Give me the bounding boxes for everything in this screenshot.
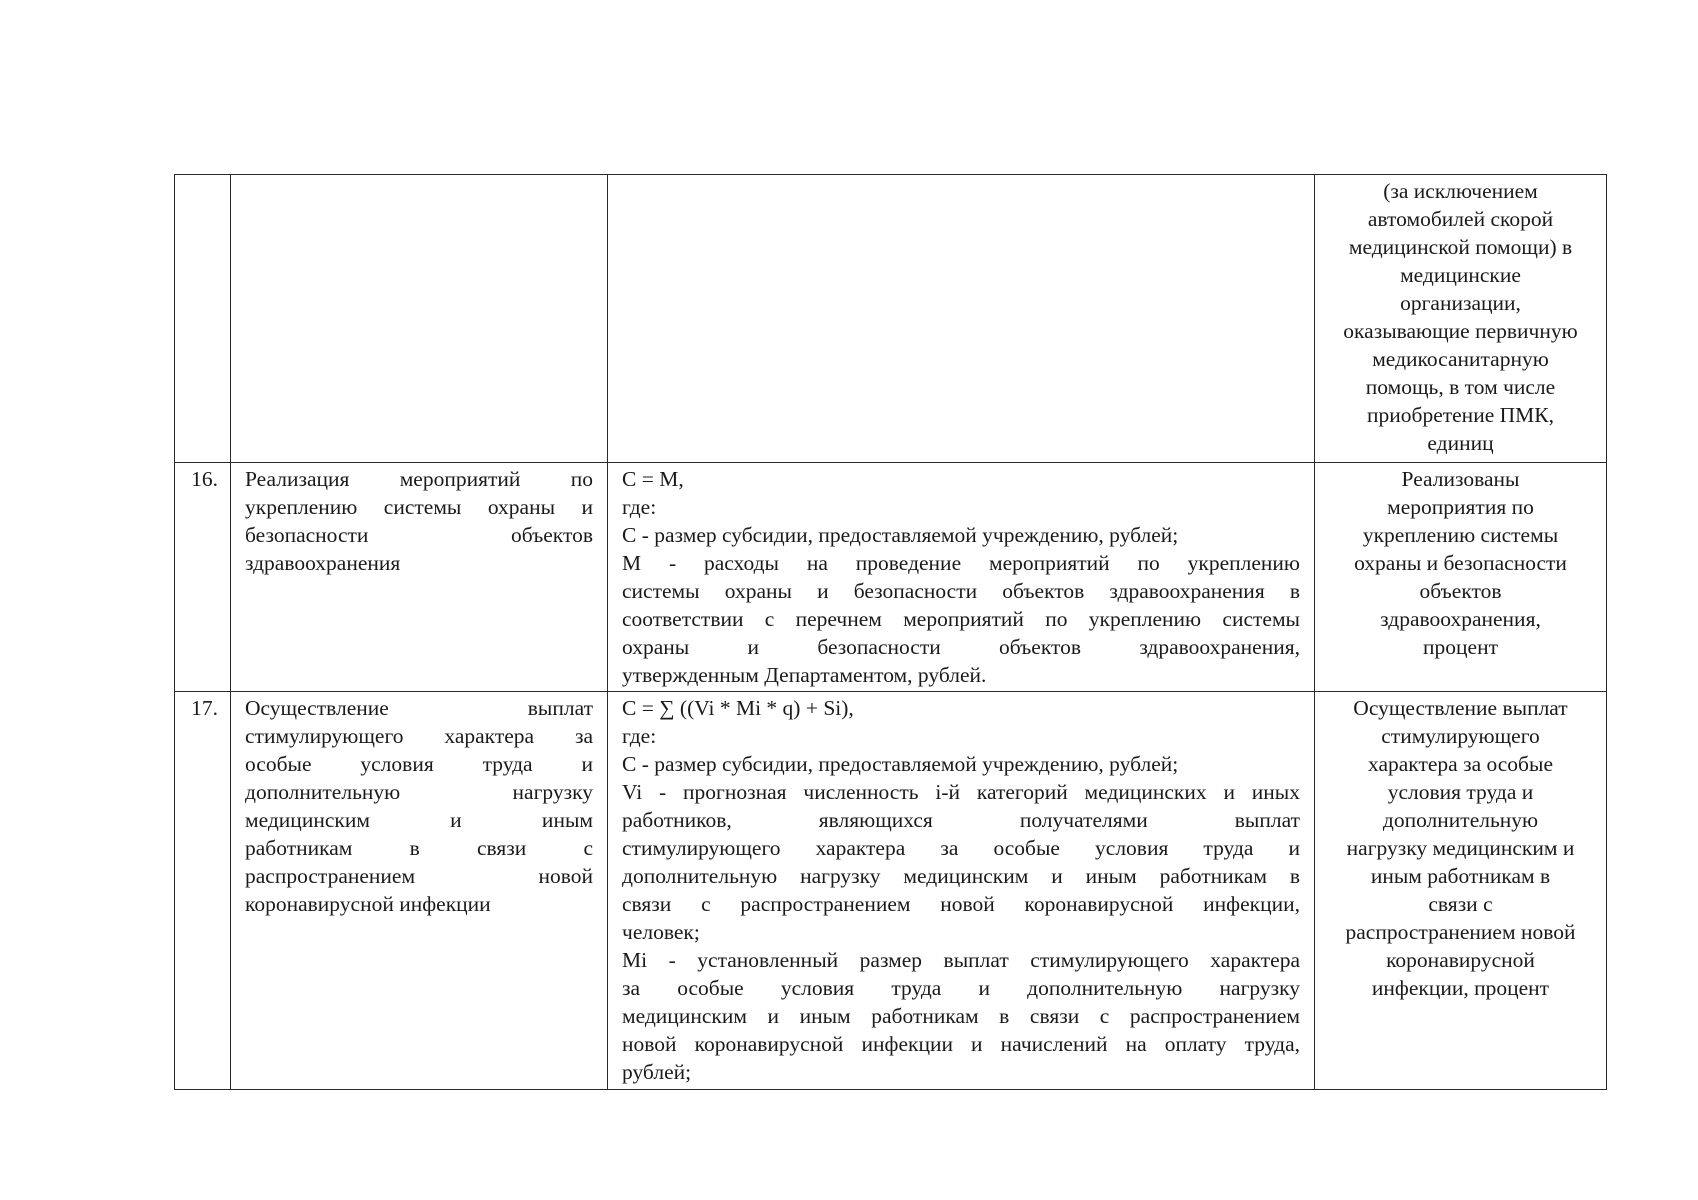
activity-name-line: укреплению системы охраны и [245,495,593,519]
result-indicator-line: инфекции, процент [1371,976,1550,1000]
formula-paragraph [622,750,1300,778]
activity-name-line: здравоохранения [245,551,401,575]
formula-line: Vi - прогнозная численность i-й категорий медицинских и иных [622,780,1300,804]
formula-line: C = M, [622,467,684,491]
row-number-cell [175,692,231,1090]
result-indicator-line: Осуществление выплат [1353,696,1568,720]
formula-line: системы охраны и безопасности объектов здравоохранения в [622,579,1300,603]
formula-paragraph [622,778,1300,946]
result-indicator-line: связи с [1428,892,1493,916]
formula-line: утвержденным Департаментом, рублей. [622,663,987,687]
result-indicator-cell [1315,463,1607,692]
result-indicator-line: коронавирусной [1386,948,1535,972]
formula-line: где: [622,724,657,748]
activity-name-line: распространением новой [245,864,593,888]
result-indicator-line: единиц [1427,431,1494,455]
result-indicator-line: иным работникам в [1370,864,1551,888]
subsidy-calculation-table [174,174,1607,1090]
table-body [175,175,1607,1090]
formula-line: где: [622,495,657,519]
table-row [175,692,1607,1090]
formula-paragraph [622,465,1300,493]
row-number-cell [175,175,231,463]
table-row [175,175,1607,463]
row-number: 17. [191,696,218,720]
formula-line: новой коронавирусной инфекции и начислений на оплату труда, [622,1032,1300,1056]
formula-line: рублей; [622,1060,692,1084]
activity-name-line: медицинским и иным [245,808,593,832]
result-indicator-line: стимулирующего [1381,724,1540,748]
formula-paragraph [622,493,1300,521]
formula-line: человек; [622,920,700,944]
formula-paragraph [622,521,1300,549]
formula-line: Mi - установленный размер выплат стимулирующего характера [622,948,1300,972]
formula-paragraph [622,694,1300,722]
activity-name-line: Реализация мероприятий по [245,467,593,491]
formula-line: дополнительную нагрузку медицинским и иным работникам в [622,864,1300,888]
formula-line: стимулирующего характера за особые условия труда и [622,836,1300,860]
result-indicator-line: характера за особые [1368,752,1553,776]
result-indicator-line: укреплению системы [1362,523,1559,547]
result-indicator-cell [1315,692,1607,1090]
activity-name-line: Осуществление выплат [245,696,593,720]
formula-line: за особые условия труда и дополнительную нагрузку [622,976,1300,1000]
formula-line: M - расходы на проведение мероприятий по укреплению [622,551,1300,575]
result-indicator-line: дополнительную [1382,808,1539,832]
formula-line: медицинским и иным работникам в связи с распространением [622,1004,1300,1028]
result-indicator-line: приобретение ПМК, [1367,403,1554,427]
activity-name-line: особые условия труда и [245,752,593,776]
formula-line: C = ∑ ((Vi * Mi * q) + Si), [622,696,854,720]
activity-name-cell [231,175,608,463]
activity-name-line: безопасности объектов [245,523,593,547]
formula-line: связи с распространением новой коронавирусной инфекции, [622,892,1300,916]
result-indicator-line: организации, [1400,291,1521,315]
result-indicator-line: условия труда и [1387,780,1534,804]
formula-line: соответствии с перечнем мероприятий по укреплению системы [622,607,1300,631]
result-indicator-line: (за исключением [1383,179,1538,203]
result-indicator-line: медикосанитарную [1372,347,1549,371]
result-indicator-line: медицинской помощи) в [1348,235,1573,259]
activity-name-cell [231,463,608,692]
activity-name-line: коронавирусной инфекции [245,892,491,916]
formula-line: C - размер субсидии, предоставляемой учреждению, рублей; [622,523,1179,547]
formula-cell [608,175,1315,463]
activity-name-line: стимулирующего характера за [245,724,593,748]
result-indicator-line: автомобилей скорой [1367,207,1554,231]
formula-cell [608,463,1315,692]
result-indicator-line: нагрузку медицинским и [1346,836,1575,860]
result-indicator-line: Реализованы [1401,467,1520,491]
formula-paragraph [622,946,1300,1086]
result-indicator-line: объектов [1419,579,1502,603]
result-indicator-line: охраны и безопасности [1354,551,1567,575]
activity-name-line: дополнительную нагрузку [245,780,593,804]
formula-line: охраны и безопасности объектов здравоохранения, [622,635,1300,659]
formula-line: работников, являющихся получателями выплат [622,808,1300,832]
row-number-cell [175,463,231,692]
formula-line: C - размер субсидии, предоставляемой учреждению, рублей; [622,752,1179,776]
result-indicator-line: распространением новой [1345,920,1576,944]
formula-cell [608,692,1315,1090]
result-indicator-line: процент [1423,635,1498,659]
formula-paragraph [622,549,1300,689]
result-indicator-line: медицинские [1400,263,1521,287]
result-indicator-line: мероприятия по [1387,495,1534,519]
activity-name-cell [231,692,608,1090]
row-number: 16. [191,467,218,491]
result-indicator-line: помощь, в том числе [1365,375,1556,399]
formula-paragraph [622,722,1300,750]
result-indicator-line: оказывающие первичную [1343,319,1578,343]
result-indicator-line: здравоохранения, [1380,607,1541,631]
result-indicator-cell [1315,175,1607,463]
activity-name-line: работникам в связи с [245,836,593,860]
table-row [175,463,1607,692]
